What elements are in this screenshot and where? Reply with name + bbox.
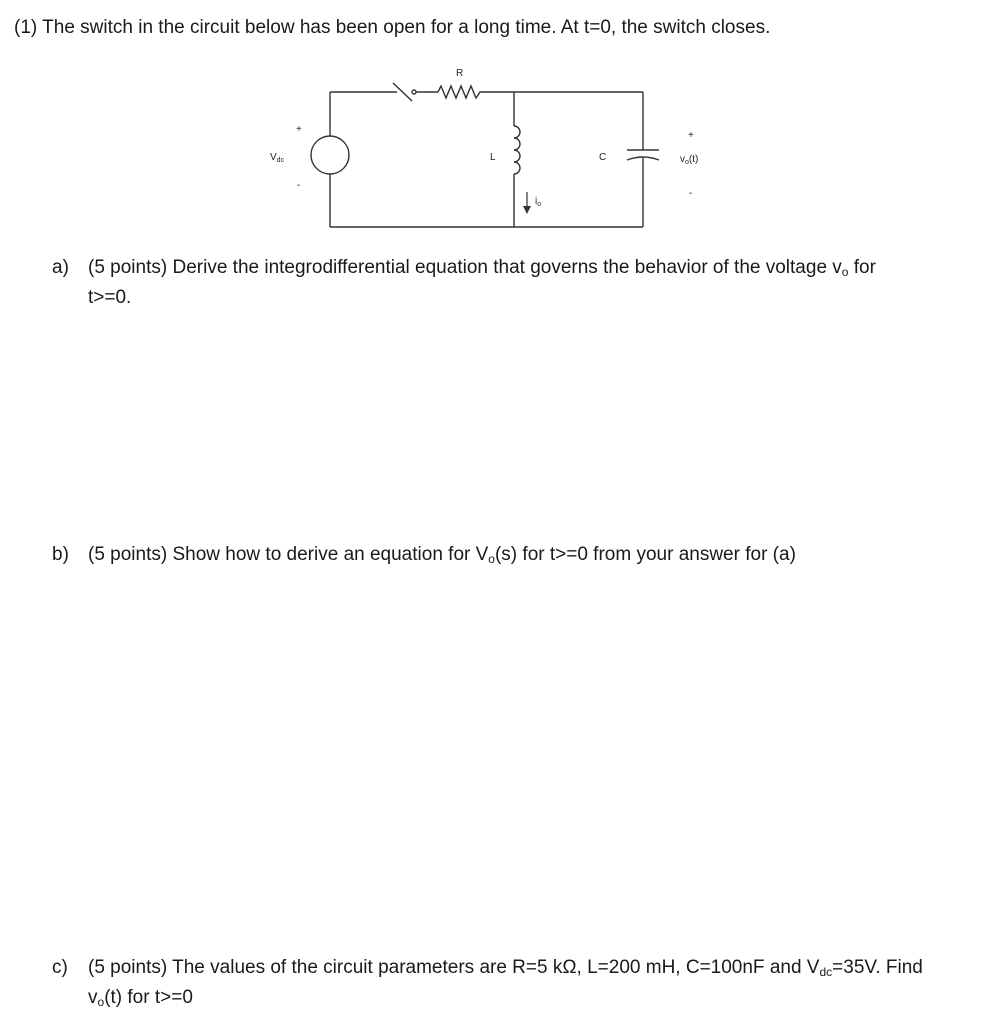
inductor-label: L (490, 152, 496, 163)
output-minus-label: - (689, 188, 693, 199)
part-a-label: a) (52, 257, 69, 278)
current-label: $i_o$ (535, 196, 542, 208)
part-a-line1: (5 points) Derive the integrodifferential equation that governs the behavior of the voltage $v_o$ for (88, 257, 876, 279)
question-title: (1) The switch in the circuit below has been open for a long time. At t=0, the switch closes. (14, 17, 771, 38)
output-plus-label: + (688, 130, 694, 141)
part-a-line2: t>=0. (88, 287, 132, 308)
resistor-label: R (456, 68, 464, 79)
current-arrow-icon (523, 192, 531, 214)
part-b-text: (5 points) Show how to derive an equation for $V_o(s)$ for t>=0 from your answer for (a) (88, 544, 796, 566)
output-label: $v_o(t)$ (680, 154, 699, 166)
part-c-label: c) (52, 957, 68, 978)
voltage-source-icon (311, 136, 349, 174)
capacitor-label: C (599, 152, 607, 163)
circuit-wires (330, 83, 643, 227)
part-c-line1: (5 points) The values of the circuit parameters are R=5 kΩ, L=200 mH, C=100nF and $V_{dc}=35V$. Find (88, 957, 923, 979)
circuit-diagram (0, 0, 996, 260)
source-plus-label: + (296, 124, 302, 135)
part-b-label: b) (52, 544, 69, 565)
source-minus-label: - (297, 180, 301, 191)
source-label: $V_{dc}$ (270, 152, 285, 164)
part-c-line2: $v_o(t)$ for t>=0 (88, 987, 193, 1009)
inductor-icon (514, 126, 520, 174)
